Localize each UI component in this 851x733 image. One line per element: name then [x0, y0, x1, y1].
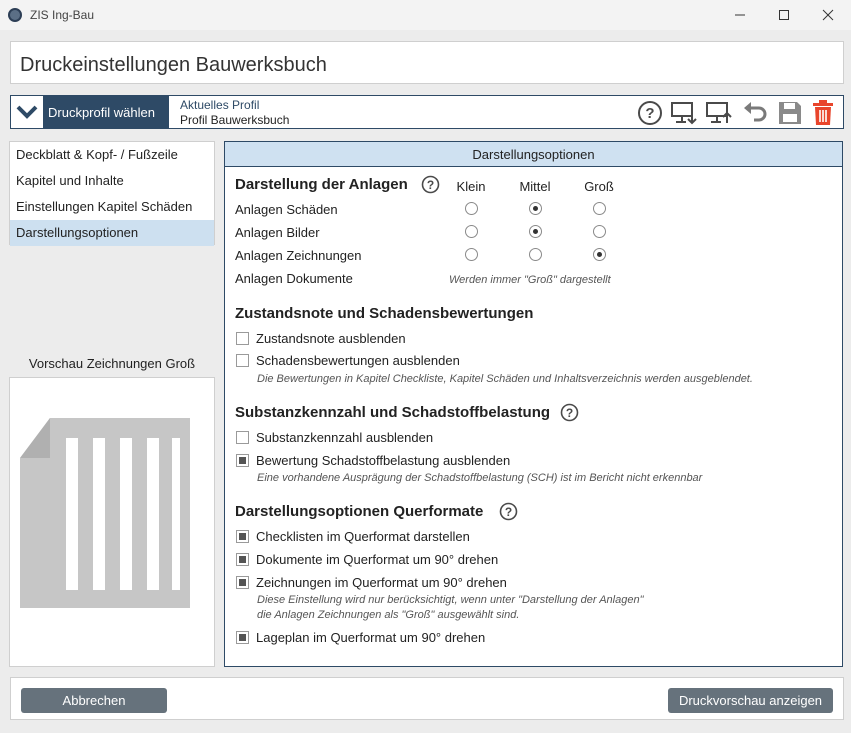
note-zeichnungen-line2: die Anlagen Zeichnungen als "Groß" ausgewählt sind.	[257, 609, 520, 621]
title-bar	[0, 0, 851, 30]
import-profile-button[interactable]	[670, 99, 698, 127]
preview-box	[9, 377, 215, 667]
export-icon	[705, 100, 733, 126]
options-panel	[224, 141, 843, 667]
close-icon	[822, 9, 834, 21]
help-quer-icon[interactable]	[499, 502, 518, 521]
nav-item-kapitel-schaeden[interactable]: Einstellungen Kapitel Schäden	[16, 199, 193, 214]
section-nav	[9, 141, 215, 245]
row-label-anlagen-dokumente: Anlagen Dokumente	[235, 271, 353, 286]
current-profile-label: Aktuelles Profil	[180, 98, 260, 112]
label-dokumente-quer: Dokumente im Querformat um 90° drehen	[256, 551, 499, 567]
radio-zeichnungen-gross[interactable]	[593, 248, 606, 261]
window-title: ZIS Ing-Bau	[30, 8, 95, 22]
radio-bilder-klein[interactable]	[465, 225, 478, 238]
checkbox-zustandsnote[interactable]	[236, 332, 249, 345]
delete-icon	[811, 100, 835, 126]
help-icon	[637, 100, 663, 126]
row-label-anlagen-bilder: Anlagen Bilder	[235, 225, 320, 240]
choose-profile-button[interactable]	[11, 96, 169, 128]
svg-text:?: ?	[426, 178, 435, 192]
export-profile-button[interactable]	[705, 99, 733, 127]
profile-bar	[10, 95, 844, 129]
section-title-zustand: Zustandsnote und Schadensbewertungen	[235, 305, 534, 322]
radio-bilder-mittel[interactable]	[529, 225, 542, 238]
radio-schaeden-klein[interactable]	[465, 202, 478, 215]
label-schadstoffbelastung: Bewertung Schadstoffbelastung ausblenden	[256, 452, 511, 468]
column-mittel: Mittel	[519, 179, 551, 194]
footer-bar	[10, 677, 844, 720]
minimize-icon	[734, 9, 746, 21]
help-substanz-icon[interactable]	[560, 403, 579, 422]
label-zustandsnote: Zustandsnote ausblenden	[256, 330, 406, 346]
maximize-button[interactable]	[761, 0, 807, 30]
radio-schaeden-mittel[interactable]	[529, 202, 542, 215]
nav-item-kapitel-inhalte[interactable]: Kapitel und Inhalte	[16, 173, 124, 188]
checkbox-dokumente-quer[interactable]	[236, 553, 249, 566]
page-header	[10, 41, 844, 84]
svg-text:?: ?	[565, 406, 574, 420]
option-schadensbewertungen[interactable]	[236, 352, 460, 368]
svg-text:?: ?	[645, 105, 655, 122]
row-label-anlagen-zeichnungen: Anlagen Zeichnungen	[235, 248, 362, 263]
document-preview-icon	[10, 378, 214, 666]
option-checklisten-quer[interactable]	[236, 528, 470, 544]
column-klein: Klein	[456, 179, 486, 194]
undo-button[interactable]	[741, 99, 769, 127]
note-zeichnungen-line1: Diese Einstellung wird nur berücksichtigt, wenn unter "Darstellung der Anlagen"	[257, 594, 644, 606]
row-label-anlagen-schaeden: Anlagen Schäden	[235, 202, 338, 217]
note-dokumente: Werden immer "Groß" dargestellt	[449, 274, 611, 286]
checkbox-checklisten-quer[interactable]	[236, 530, 249, 543]
label-lageplan-quer: Lageplan im Querformat um 90° drehen	[256, 629, 486, 645]
nav-item-deckblatt[interactable]: Deckblatt & Kopf- / Fußzeile	[16, 147, 178, 162]
option-schadstoffbelastung[interactable]	[236, 452, 510, 468]
close-button[interactable]	[805, 0, 851, 30]
radio-schaeden-gross[interactable]	[593, 202, 606, 215]
choose-profile-label: Druckprofil wählen	[48, 104, 155, 120]
label-zeichnungen-quer: Zeichnungen im Querformat um 90° drehen	[256, 574, 507, 590]
option-zustandsnote[interactable]	[236, 330, 406, 346]
chevron-down-icon	[11, 96, 43, 128]
radio-bilder-gross[interactable]	[593, 225, 606, 238]
import-icon	[670, 100, 698, 126]
note-bewertungen: Die Bewertungen in Kapitel Checkliste, Kapitel Schäden und Inhaltsverzeichnis werden ausgeblendet.	[257, 373, 753, 385]
checkbox-substanzkennzahl[interactable]	[236, 431, 249, 444]
radio-zeichnungen-klein[interactable]	[465, 248, 478, 261]
maximize-icon	[778, 9, 790, 21]
option-zeichnungen-quer[interactable]	[236, 574, 507, 590]
panel-title: Darstellungsoptionen	[225, 142, 842, 167]
label-checklisten-quer: Checklisten im Querformat darstellen	[256, 528, 470, 544]
radio-zeichnungen-mittel[interactable]	[529, 248, 542, 261]
option-lageplan-quer[interactable]	[236, 629, 485, 645]
page-title: Druckeinstellungen Bauwerksbuch	[20, 54, 327, 76]
label-schadensbewertungen: Schadensbewertungen ausblenden	[256, 352, 460, 368]
help-button[interactable]	[636, 99, 664, 127]
label-substanzkennzahl: Substanzkennzahl ausblenden	[256, 429, 434, 445]
print-preview-button[interactable]: Druckvorschau anzeigen	[668, 688, 833, 713]
minimize-button[interactable]	[717, 0, 763, 30]
section-title-quer: Darstellungsoptionen Querformate	[235, 503, 484, 520]
checkbox-lageplan-quer[interactable]	[236, 631, 249, 644]
undo-icon	[742, 100, 768, 126]
svg-text:?: ?	[504, 505, 513, 519]
delete-button[interactable]	[809, 99, 837, 127]
section-title-substanz: Substanzkennzahl und Schadstoffbelastung	[235, 404, 551, 421]
checkbox-schadstoffbelastung[interactable]	[236, 454, 249, 467]
current-profile	[180, 98, 289, 128]
preview-title: Vorschau Zeichnungen Groß	[28, 356, 196, 371]
checkbox-schadensbewertungen[interactable]	[236, 354, 249, 367]
option-dokumente-quer[interactable]	[236, 551, 498, 567]
save-icon	[777, 100, 803, 126]
save-button[interactable]	[776, 99, 804, 127]
cancel-button[interactable]: Abbrechen	[21, 688, 167, 713]
help-anlagen-icon[interactable]	[421, 175, 440, 194]
checkbox-zeichnungen-quer[interactable]	[236, 576, 249, 589]
note-schadstoff: Eine vorhandene Ausprägung der Schadstoffbelastung (SCH) ist im Bericht nicht erkennbar	[257, 472, 703, 484]
column-gross: Groß	[584, 179, 614, 194]
option-substanzkennzahl[interactable]	[236, 429, 433, 445]
nav-item-darstellungsoptionen[interactable]: Darstellungsoptionen	[10, 220, 214, 246]
current-profile-value: Profil Bauwerksbuch	[180, 113, 290, 127]
section-title-anlagen: Darstellung der Anlagen	[235, 176, 408, 193]
app-logo-icon	[8, 8, 22, 22]
